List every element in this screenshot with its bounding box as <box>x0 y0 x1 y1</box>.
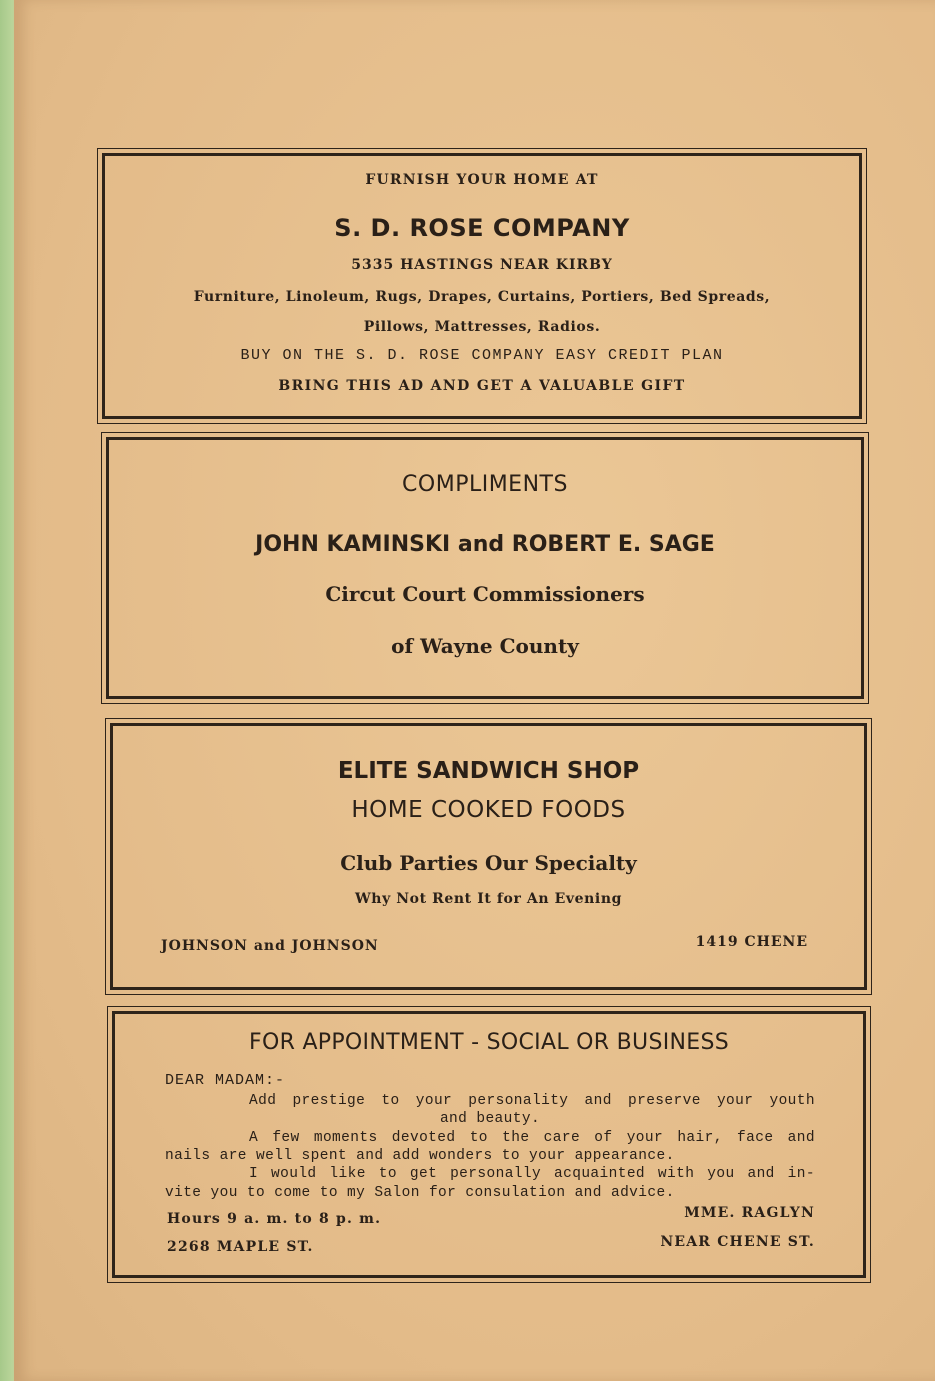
sandwich-tagline: HOME COOKED FOODS <box>351 797 626 823</box>
rose-company-name: S. D. ROSE COMPANY <box>334 214 630 242</box>
salon-hours: Hours 9 a. m. to 8 p. m. <box>167 1211 382 1227</box>
salon-proprietor: MME. RAGLYN <box>684 1205 815 1221</box>
compliments-title: Circut Court Commissioners <box>325 582 645 606</box>
salon-para1: Add prestige to your personality and preserve your youth <box>249 1093 815 1109</box>
salon-salutation: DEAR MADAM:- <box>165 1072 286 1089</box>
salon-para3: I would like to get personally acquainted with you and in- <box>249 1166 815 1182</box>
salon-para1-cont: and beauty. <box>439 1111 541 1127</box>
rose-address: 5335 HASTINGS NEAR KIRBY <box>351 257 613 273</box>
compliments-county: of Wayne County <box>391 634 579 658</box>
salon-near: NEAR CHENE ST. <box>660 1234 815 1250</box>
sandwich-address: 1419 CHENE <box>695 934 808 950</box>
sandwich-owners: JOHNSON and JOHNSON <box>161 938 379 954</box>
compliments-heading: COMPLIMENTS <box>402 472 568 497</box>
ad-compliments <box>106 437 864 699</box>
salon-address: 2268 MAPLE ST. <box>167 1239 314 1255</box>
ad-rose-company <box>102 153 862 419</box>
rose-products-line2: Pillows, Mattresses, Radios. <box>363 319 601 335</box>
rose-products-line1: Furniture, Linoleum, Rugs, Drapes, Curtains, Portiers, Bed Spreads, <box>193 289 771 305</box>
sandwich-shop-name: ELITE SANDWICH SHOP <box>337 758 640 784</box>
sandwich-rent: Why Not Rent It for An Evening <box>354 891 623 907</box>
salon-para2-cont: nails are well spent and add wonders to your appearance. <box>165 1148 675 1164</box>
compliments-names: JOHN KAMINSKI and ROBERT E. SAGE <box>255 532 715 557</box>
salon-heading: FOR APPOINTMENT - SOCIAL OR BUSINESS <box>249 1030 729 1055</box>
rose-gift: BRING THIS AD AND GET A VALUABLE GIFT <box>278 378 686 394</box>
rose-intro: FURNISH YOUR HOME AT <box>365 172 599 188</box>
ad-salon <box>112 1011 866 1278</box>
salon-para3-cont: vite you to come to my Salon for consulation and advice. <box>165 1185 675 1201</box>
sandwich-specialty: Club Parties Our Specialty <box>340 851 637 875</box>
page <box>14 0 935 1381</box>
rose-credit-plan: BUY ON THE S. D. ROSE COMPANY EASY CREDIT PLAN <box>240 347 724 364</box>
ad-elite-sandwich-shop <box>110 723 867 990</box>
salon-para2: A few moments devoted to the care of your hair, face and <box>249 1130 815 1146</box>
